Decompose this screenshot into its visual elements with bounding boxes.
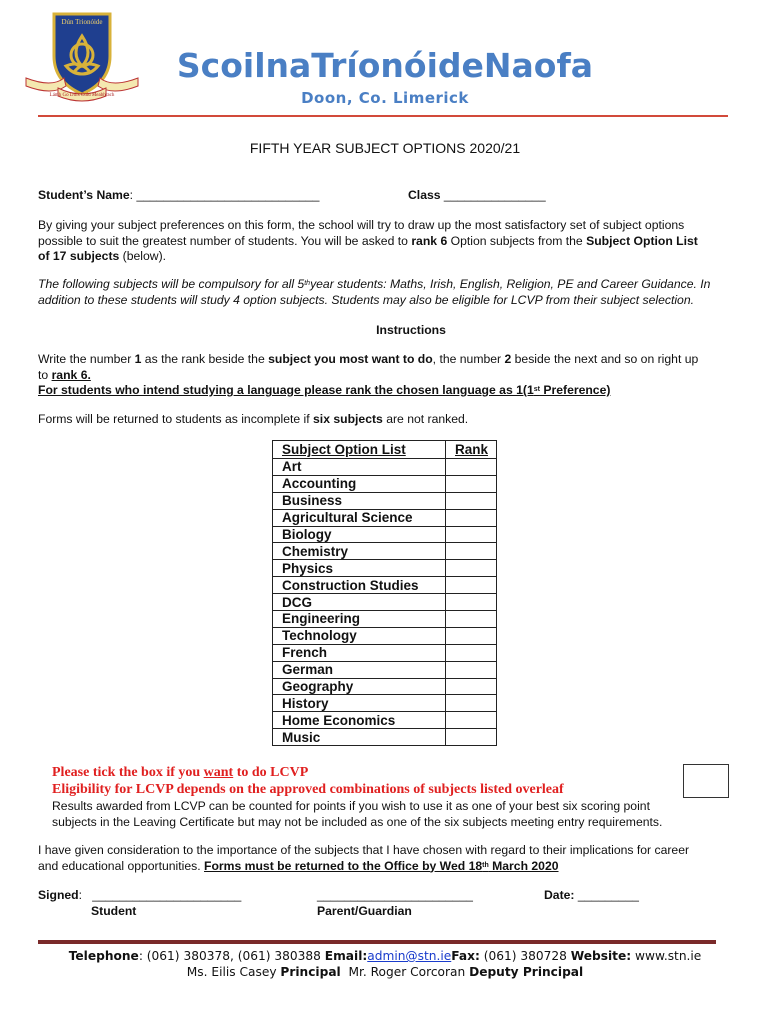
table-row [273,611,497,628]
rank-input-cell[interactable] [446,594,497,611]
class-label: Class [408,188,441,202]
table-row [273,459,497,476]
subject-name-cell: German [273,661,446,678]
website-text: www.stn.ie [631,949,702,963]
subject-name-cell: Engineering [273,611,446,628]
table-row [273,577,497,594]
intro-line-2: possible to suit the greatest number of students. You will be asked to rank 6 Option subjects from the Subject Option List [38,233,698,248]
student-signature-blank[interactable]: ______________________ [92,888,242,902]
rank-input-cell[interactable] [446,543,497,560]
table-row [273,712,497,729]
student-name-blank[interactable]: ___________________________ [136,188,320,202]
parent-signature-blank[interactable]: _______________________ [317,888,473,902]
rank-input-cell[interactable] [446,526,497,543]
crest-motto-text: Dún Trionóide [61,18,103,26]
school-name: ScoilnaTríonóideNaofa [176,46,594,85]
rank-input-cell[interactable] [446,560,497,577]
subject-name-cell: History [273,695,446,712]
rank-input-cell[interactable] [446,729,497,746]
subject-name-cell: Music [273,729,446,746]
lcvp-eligibility: Eligibility for LCVP depends on the approved combinations of subjects listed overleaf [52,782,564,797]
class-blank[interactable]: _______________ [443,188,546,202]
subject-name-cell: Business [273,492,446,509]
lcvp-info-line-2: subjects in the Leaving Certificate but may not be included as one of the six subjects meeting entry requirements. [52,814,663,829]
parent-label: Parent/Guardian [317,904,412,918]
rank-input-cell[interactable] [446,459,497,476]
lcvp-tick-instruction: Please tick the box if you want to do LCVP [52,765,309,780]
footer-contact: Telephone: (061) 380378, (061) 380388 Email:admin@stn.ieFax: (061) 380728 Website: www.stn.ie [68,949,702,963]
subject-name-cell: Accounting [273,475,446,492]
table-row [273,543,497,560]
compulsory-line-1: The following subjects will be compulsory for all 5thyear students: Maths, Irish, English, Religion, PE and Career Guidance. In [38,277,711,291]
student-name-field[interactable]: Student’s Name: ___________________________ [38,188,320,202]
table-row [273,560,497,577]
declaration-line-2: and educational opportunities. Forms must be returned to the Office by Wed 18th March 2020 [38,858,559,873]
rank-input-cell[interactable] [446,712,497,729]
lcvp-checkbox[interactable] [683,764,729,798]
student-label: Student [91,904,137,918]
instructions-line-1: Write the number 1 as the rank beside the subject you most want to do, the number 2 beside the next and so on right up [38,352,699,366]
instructions-heading: Instructions [376,323,446,337]
date-field[interactable]: Date: _________ [544,888,639,902]
subject-name-cell: French [273,644,446,661]
subject-name-cell: Technology [273,627,446,644]
intro-line-1: By giving your subject preferences on this form, the school will try to draw up the most satisfactory set of subject options [38,218,685,232]
lcvp-info [52,799,712,830]
document-title: FIFTH YEAR SUBJECT OPTIONS 2020/21 [249,140,521,156]
header-divider [38,115,728,117]
email-link[interactable]: admin@stn.ie [367,949,452,963]
rank-input-cell[interactable] [446,627,497,644]
table-row [273,509,497,526]
col-subject-header: Subject Option List [273,441,446,459]
rank-input-cell[interactable] [446,509,497,526]
table-row [273,729,497,746]
school-crest-logo [22,10,142,102]
footer-divider [38,940,716,944]
instructions-line-3: For students who intend studying a language please rank the chosen language as 1(1st Preference) [38,383,611,397]
instructions-paragraph [38,352,738,399]
rank-input-cell[interactable] [446,611,497,628]
table-row [273,475,497,492]
table-header-row [273,441,497,459]
intro-line-3: of 17 subjects (below). [38,249,167,263]
subject-name-cell: Physics [273,560,446,577]
table-row [273,492,497,509]
rank-input-cell[interactable] [446,644,497,661]
subject-name-cell: Home Economics [273,712,446,729]
declaration-paragraph [38,843,738,874]
subject-name-cell: Chemistry [273,543,446,560]
school-location: Doon, Co. Limerick [301,89,469,107]
compulsory-line-2: addition to these students will study 4 option subjects. Students may also be eligible for LCVP from their subject selection. [38,292,694,307]
table-row [273,661,497,678]
instructions-line-2: to rank 6. [38,367,91,382]
rank-input-cell[interactable] [446,661,497,678]
table-row [273,526,497,543]
rank-input-cell[interactable] [446,695,497,712]
footer-staff: Ms. Eilis Casey Principal Mr. Roger Corcoran Deputy Principal [186,965,584,979]
date-blank[interactable]: _________ [577,888,639,902]
rank-input-cell[interactable] [446,577,497,594]
subject-name-cell: Agricultural Science [273,509,446,526]
subject-name-cell: Geography [273,678,446,695]
table-row [273,594,497,611]
instructions-line-4: Forms will be returned to students as incomplete if six subjects are not ranked. [38,412,469,426]
rank-input-cell[interactable] [446,492,497,509]
subject-name-cell: DCG [273,594,446,611]
table-row [273,678,497,695]
lcvp-info-line-1: Results awarded from LCVP can be counted for points if you wish to use it as one of your best six scoring point [52,799,650,813]
student-name-label: Student’s Name [38,188,130,202]
subject-option-table [272,440,497,746]
rank-input-cell[interactable] [446,475,497,492]
col-rank-header: Rank [446,441,497,459]
rank-input-cell[interactable] [446,678,497,695]
subject-name-cell: Construction Studies [273,577,446,594]
table-row [273,695,497,712]
class-field[interactable] [408,188,546,204]
declaration-line-1: I have given consideration to the importance of the subjects that I have chosen with regard to their implications for career [38,843,690,857]
compulsory-paragraph [38,277,738,308]
table-row [273,627,497,644]
subject-name-cell: Art [273,459,446,476]
crest-ribbon-text: Lámh Go Dílis Cuid Meabhrach [49,93,115,98]
table-row [273,644,497,661]
intro-paragraph [38,218,738,265]
signed-student-line[interactable]: Signed: ______________________ [38,888,242,902]
subject-name-cell: Biology [273,526,446,543]
